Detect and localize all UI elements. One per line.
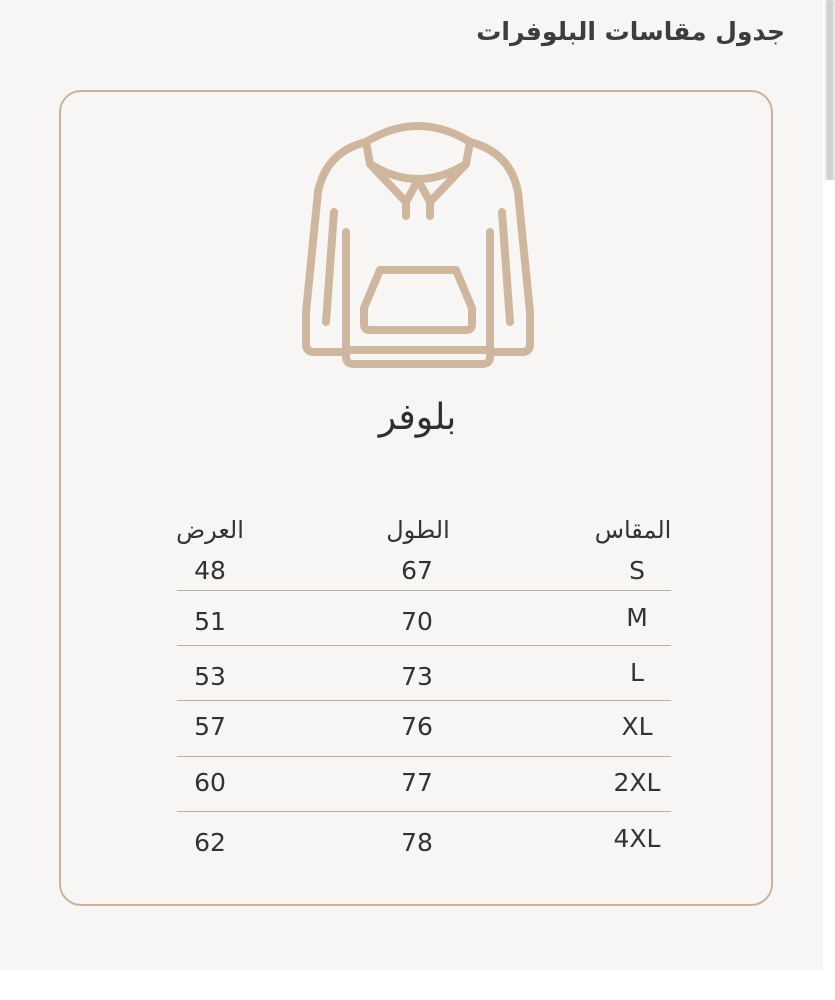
size-cell: S xyxy=(629,556,645,585)
table-row xyxy=(177,768,671,812)
header-width: العرض xyxy=(176,516,244,544)
width-cell: 60 xyxy=(194,768,226,797)
table-row xyxy=(177,556,671,591)
width-cell: 48 xyxy=(194,556,226,585)
table-row xyxy=(177,658,671,701)
width-cell: 51 xyxy=(194,607,226,636)
row-divider xyxy=(177,811,671,812)
table-row xyxy=(177,824,671,864)
size-cell: L xyxy=(630,658,644,687)
length-cell: 77 xyxy=(401,768,433,797)
length-cell: 76 xyxy=(401,712,433,741)
length-cell: 67 xyxy=(401,556,433,585)
page-title: جدول مقاسات البلوفرات xyxy=(476,17,785,46)
row-divider xyxy=(177,590,671,591)
row-divider xyxy=(177,756,671,757)
product-name: بلوفر xyxy=(378,397,457,438)
width-cell: 53 xyxy=(194,662,226,691)
header-length: الطول xyxy=(386,516,450,544)
header-size: المقاس xyxy=(594,516,672,544)
size-cell: 4XL xyxy=(613,824,661,853)
table-row xyxy=(177,712,671,757)
scrollbar[interactable] xyxy=(825,0,835,180)
size-cell: 2XL xyxy=(613,768,661,797)
hoodie-icon xyxy=(296,112,540,374)
row-divider xyxy=(177,645,671,646)
size-cell: M xyxy=(626,603,648,632)
width-cell: 62 xyxy=(194,828,226,857)
table-row xyxy=(177,603,671,646)
scrollbar-thumb[interactable] xyxy=(827,0,833,180)
row-divider xyxy=(177,700,671,701)
length-cell: 78 xyxy=(401,828,433,857)
width-cell: 57 xyxy=(194,712,226,741)
length-cell: 70 xyxy=(401,607,433,636)
length-cell: 73 xyxy=(401,662,433,691)
size-cell: XL xyxy=(621,712,653,741)
